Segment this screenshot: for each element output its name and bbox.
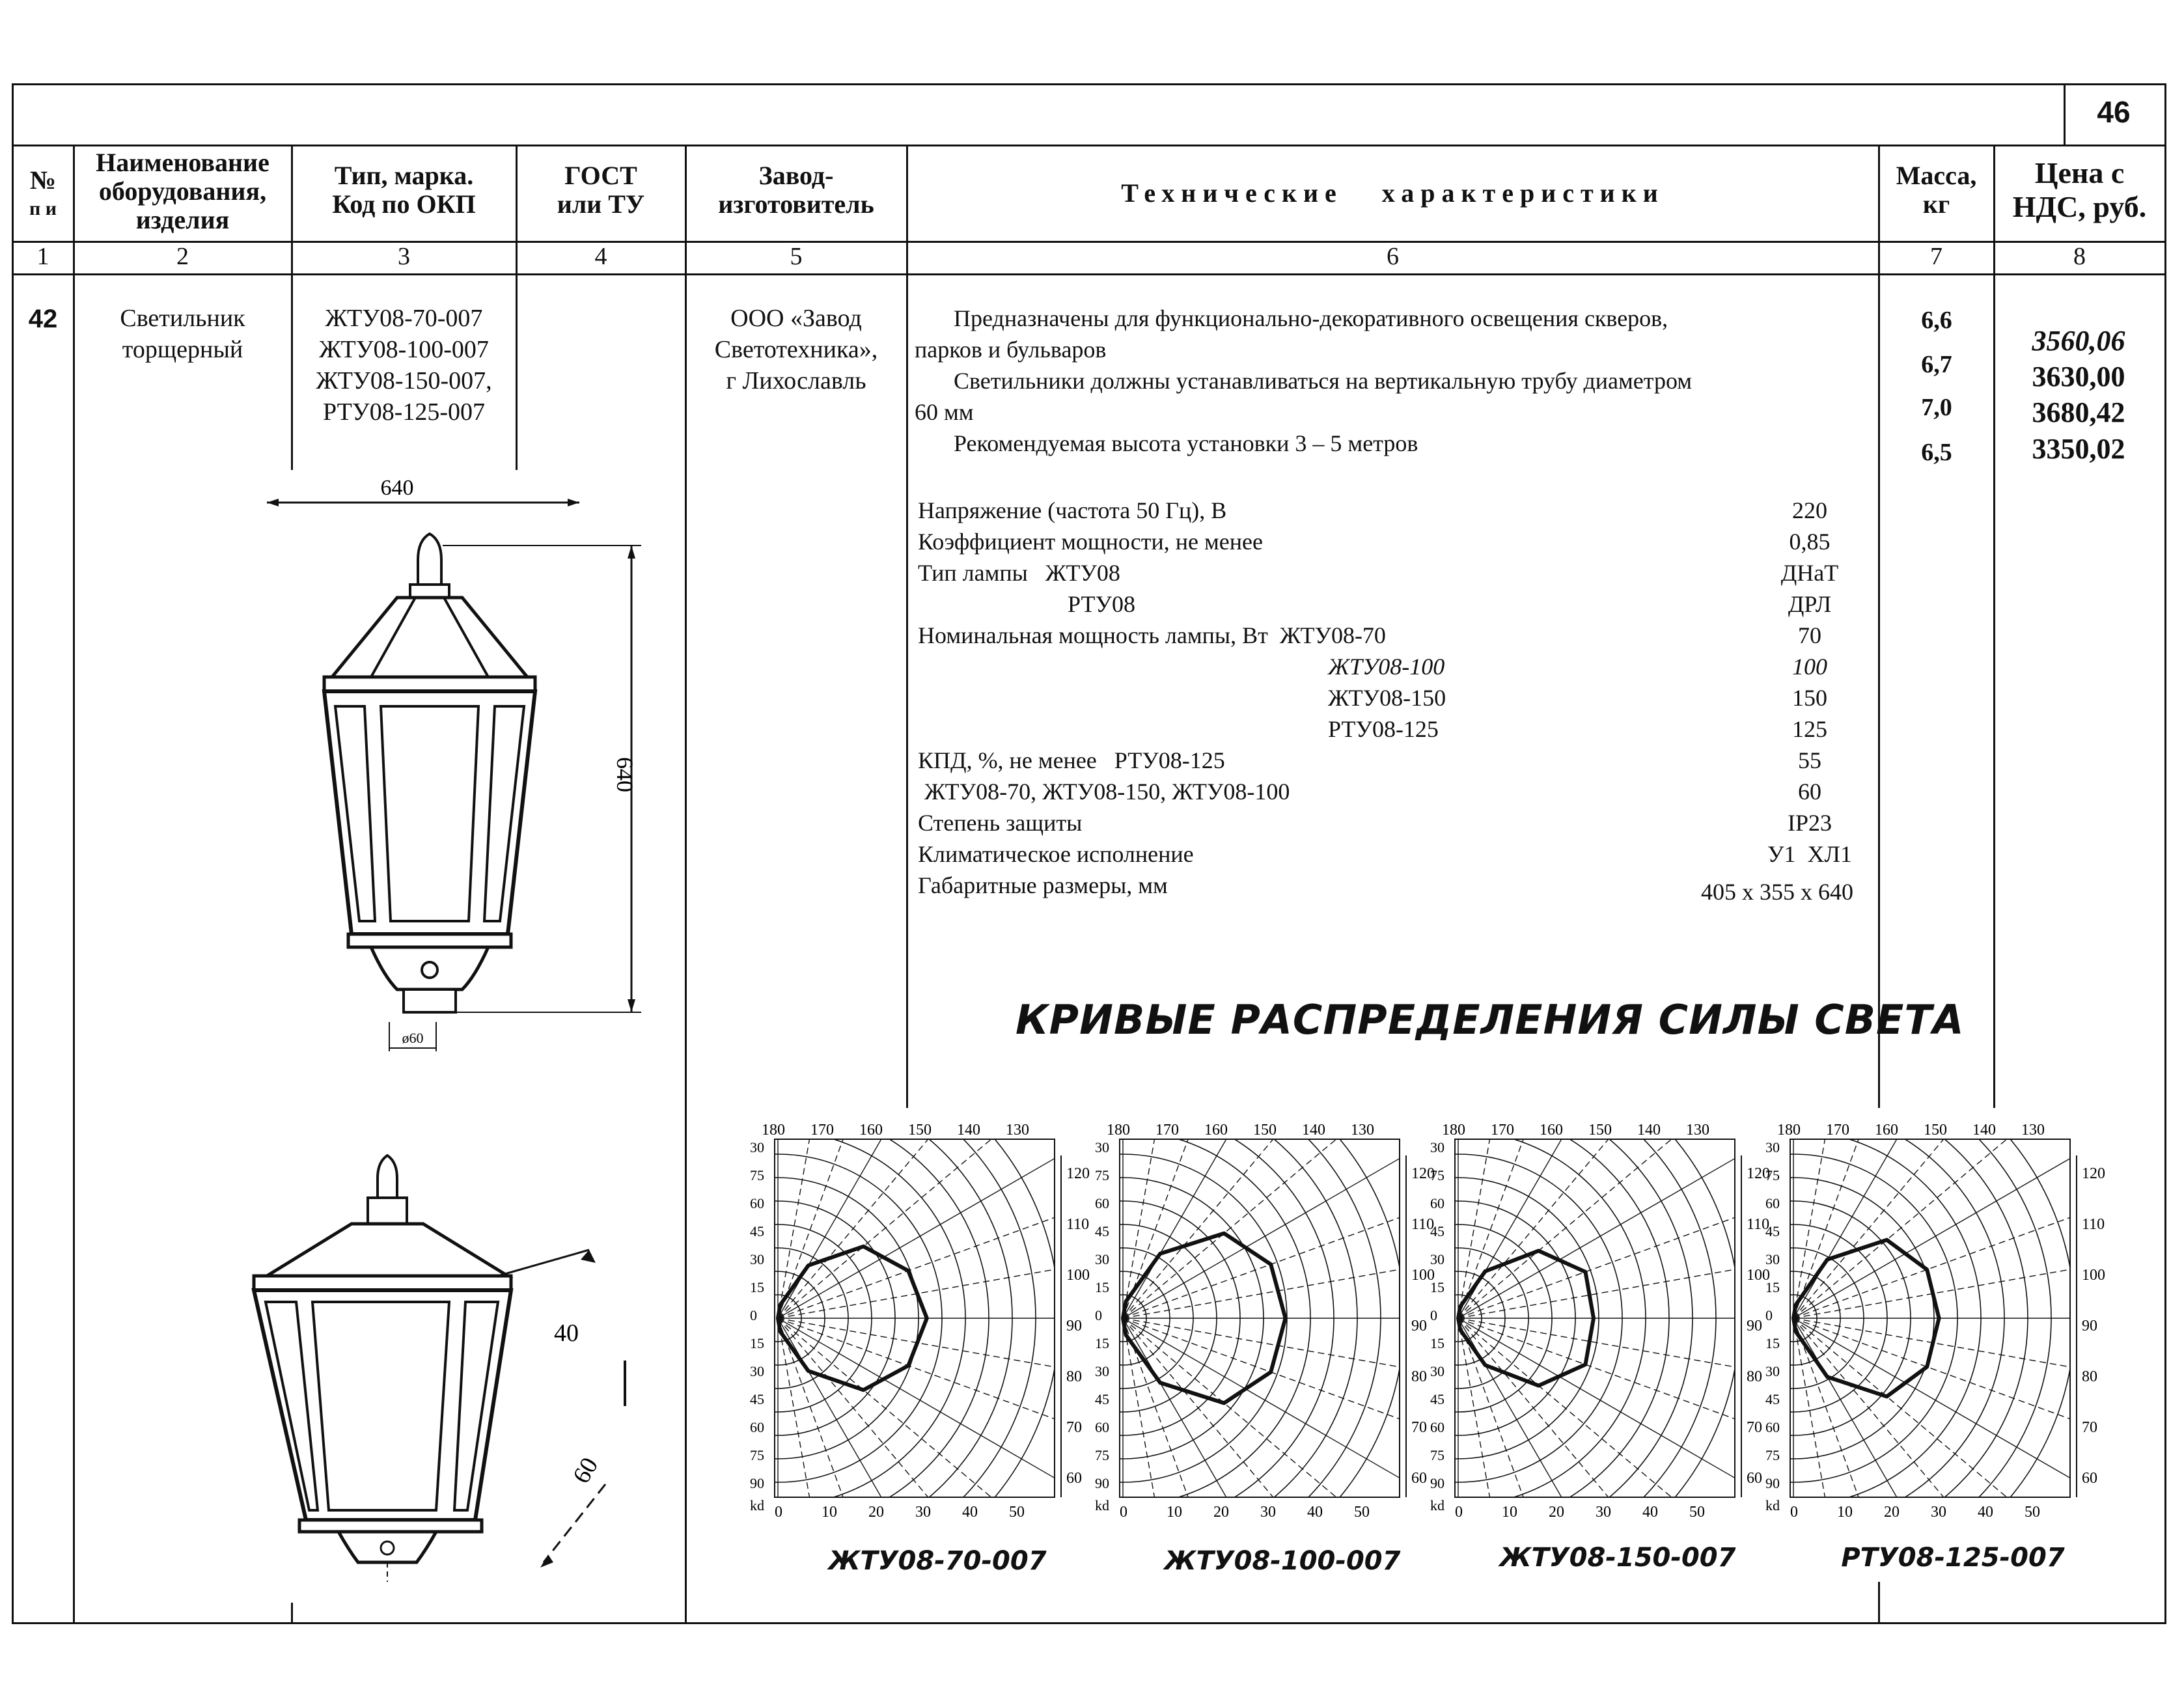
curves-section-title: КРИВЫЕ РАСПРЕДЕЛЕНИЯ СИЛЫ СВЕТА [1016, 996, 1965, 1043]
left-angle-label: 45 [750, 1391, 764, 1407]
left-angle-label: 75 [1765, 1447, 1780, 1463]
right-angle-label: 70 [1066, 1419, 1082, 1436]
price-value: 3630,00 [2032, 361, 2125, 393]
grid-arc [749, 1116, 989, 1529]
bottom-scale-label: 50 [1689, 1504, 1705, 1521]
grid-arc [1094, 1116, 1381, 1533]
left-angle-label: 60 [1765, 1419, 1780, 1435]
top-angle-label: 140 [957, 1122, 980, 1139]
top-angle-label: 160 [1540, 1122, 1563, 1139]
left-angle-label: 15 [750, 1279, 764, 1295]
grid-ray [1123, 1116, 1179, 1318]
grid-arc [1764, 1116, 2004, 1529]
top-angle-label: 170 [810, 1122, 834, 1139]
bottom-scale-label: 30 [915, 1504, 931, 1521]
bottom-scale-label: 50 [1009, 1504, 1025, 1521]
item-manufacturer: ООО «Завод Светотехника», г Лихославль [714, 305, 878, 394]
bottom-scale-label: 40 [1642, 1504, 1658, 1521]
spec-label: РТУ08 [1068, 591, 1135, 617]
unit-label: kd [1430, 1497, 1444, 1513]
left-angle-label: 75 [1095, 1447, 1109, 1463]
right-angle-label: 80 [2082, 1368, 2097, 1385]
right-angle-label: 110 [1411, 1216, 1435, 1233]
left-angle-label: 75 [750, 1167, 764, 1183]
left-angle-label: 0 [1430, 1307, 1437, 1323]
spec-value: 150 [1792, 685, 1827, 711]
top-angle-label: 160 [859, 1122, 883, 1139]
right-angle-label: 100 [1066, 1267, 1090, 1284]
grid-ray [778, 1318, 985, 1533]
right-angle-label: 70 [1411, 1419, 1427, 1436]
top-angle-label: 170 [1491, 1122, 1514, 1139]
left-angle-label: 90 [1095, 1475, 1109, 1491]
left-angle-label: 30 [1095, 1139, 1109, 1155]
item-name: Светильник торщерный [120, 305, 245, 363]
right-angle-label: 60 [1411, 1470, 1427, 1487]
colnum-3: 3 [398, 243, 410, 270]
left-angle-label: 15 [1765, 1335, 1780, 1351]
right-angle-label: 120 [1411, 1165, 1435, 1182]
spec-label: Габаритные размеры, мм [918, 872, 1168, 898]
right-angle-label: 120 [1747, 1165, 1770, 1182]
spec-label: Климатическое исполнение [918, 841, 1194, 867]
top-angle-label: 130 [1686, 1122, 1709, 1139]
grid-ray [1123, 1318, 1369, 1525]
top-angle-label: 160 [1204, 1122, 1228, 1139]
left-angle-label: 30 [1095, 1363, 1109, 1379]
left-angle-label: 15 [1430, 1279, 1444, 1295]
col-divider-1 [73, 145, 75, 1624]
grid-ray [1793, 1116, 2000, 1318]
curve-caption-3: ЖТУ08-150-007 [1499, 1543, 1736, 1573]
grid-ray [1458, 1116, 1514, 1318]
header-col-mass: Масса, кг [1896, 161, 1977, 219]
col-divider-7 [1993, 145, 1995, 1108]
spec-label: Напряжение (частота 50 Гц), В [918, 497, 1227, 523]
left-angle-label: 30 [750, 1251, 764, 1267]
top-dimension-label: 640 [380, 476, 414, 500]
left-angle-label: 90 [750, 1475, 764, 1491]
right-angle-label: 80 [1411, 1368, 1427, 1385]
mass-value: 6,7 [1921, 351, 1952, 378]
bottom-scale-label: 0 [775, 1504, 782, 1521]
spec-label: ЖТУ08-150 [1328, 685, 1446, 711]
bottom-scale-label: 30 [1260, 1504, 1276, 1521]
left-angle-label: 15 [750, 1335, 764, 1351]
colnum-8: 8 [2073, 243, 2086, 270]
spec-value: 60 [1798, 779, 1821, 805]
grid-arc [1094, 1116, 1334, 1529]
header-col-type: Тип, марка. Код по ОКП [332, 161, 476, 219]
colnum-1: 1 [36, 243, 49, 270]
spec-label: Степень защиты [918, 810, 1083, 836]
top-angle-label: 160 [1875, 1122, 1898, 1139]
spec-value: ДРЛ [1788, 591, 1832, 617]
price-value: 3680,42 [2032, 396, 2125, 428]
curve-caption-4: РТУ08-125-007 [1841, 1543, 2065, 1573]
right-angle-label: 120 [2082, 1165, 2105, 1182]
left-angle-label: 75 [1430, 1447, 1444, 1463]
height-dimension-label: 640 [612, 757, 638, 792]
top-angle-label: 180 [1107, 1122, 1130, 1139]
left-angle-label: 0 [750, 1307, 757, 1323]
bottom-scale-label: 20 [868, 1504, 884, 1521]
grid-arc [1764, 1116, 2028, 1533]
spec-label: КПД, %, не менее РТУ08-125 [918, 747, 1225, 773]
spec-value: У1 ХЛ1 [1767, 841, 1852, 867]
polar-chart-2 [1094, 1116, 1445, 1533]
left-angle-label: 45 [1765, 1391, 1780, 1407]
bottom-scale-label: 20 [1213, 1504, 1229, 1521]
grid-ray [1793, 1116, 1849, 1318]
polar-chart-4 [1764, 1116, 2116, 1533]
right-angle-label: 80 [1066, 1368, 1082, 1385]
left-angle-label: 15 [1095, 1279, 1109, 1295]
spec-value: 100 [1792, 654, 1827, 680]
bottom-scale-label: 30 [1596, 1504, 1611, 1521]
left-angle-label: 30 [1430, 1251, 1444, 1267]
left-angle-label: 60 [1095, 1419, 1109, 1435]
left-angle-label: 45 [1765, 1223, 1780, 1239]
curve-caption-2: ЖТУ08-100-007 [1164, 1546, 1401, 1576]
polar-chart-3 [1429, 1116, 1780, 1533]
right-angle-label: 70 [1747, 1419, 1762, 1436]
grid-ray [1458, 1116, 1665, 1318]
header-col-tech: Технические характеристики [1121, 178, 1665, 208]
mass-value: 7,0 [1921, 394, 1952, 421]
colnum-bottom-line [12, 273, 2166, 275]
right-angle-label: 110 [2082, 1216, 2105, 1233]
lamp-side-drawing [247, 1146, 677, 1582]
colnum-2: 2 [176, 243, 189, 270]
grid-ray [1793, 1318, 2000, 1533]
left-angle-label: 15 [1095, 1335, 1109, 1351]
left-angle-label: 0 [1095, 1307, 1102, 1323]
base-dimension-label: ø60 [402, 1030, 424, 1046]
header-col-gost: ГОСТ или ТУ [557, 161, 645, 219]
right-angle-label: 90 [1066, 1318, 1082, 1334]
left-angle-label: 60 [750, 1419, 764, 1435]
grid-ray [1123, 1318, 1330, 1533]
left-angle-label: 30 [750, 1139, 764, 1155]
spec-value: 125 [1792, 716, 1827, 742]
left-angle-label: 30 [1430, 1139, 1444, 1155]
colnum-7: 7 [1930, 243, 1942, 270]
item-types: ЖТУ08-70-007 ЖТУ08-100-007 ЖТУ08-150-007, РТУ08-125-007 [316, 305, 492, 426]
right-angle-label: 100 [2082, 1267, 2105, 1284]
spec-value: IP23 [1787, 810, 1832, 836]
left-angle-label: 30 [1765, 1139, 1780, 1155]
top-angle-label: 130 [2021, 1122, 2045, 1139]
left-angle-label: 60 [1430, 1419, 1444, 1435]
top-angle-label: 140 [1637, 1122, 1661, 1139]
grid-ray [1458, 1318, 1704, 1525]
unit-label: kd [1095, 1497, 1109, 1513]
col-divider-5 [906, 145, 908, 1108]
left-angle-label: 75 [1095, 1167, 1109, 1183]
right-angle-label: 120 [1066, 1165, 1090, 1182]
left-angle-label: 30 [1095, 1251, 1109, 1267]
bottom-scale-label: 10 [1837, 1504, 1853, 1521]
right-angle-label: 60 [1066, 1470, 1082, 1487]
grid-ray [1458, 1318, 1665, 1533]
spec-value: 405 х 355 х 640 [1701, 879, 1853, 905]
grid-ray [1123, 1116, 1233, 1318]
header-col-name: Наименование оборудования, изделия [96, 148, 270, 234]
top-angle-label: 150 [1588, 1122, 1612, 1139]
spec-value: ДНаТ [1780, 560, 1839, 586]
header-top-line [12, 145, 2166, 146]
left-angle-label: 45 [1095, 1391, 1109, 1407]
spec-label: Тип лампы ЖТУ08 [918, 560, 1120, 586]
bottom-scale-label: 0 [1120, 1504, 1127, 1521]
col-divider-2b [291, 1603, 293, 1624]
spec-value: 0,85 [1789, 529, 1831, 555]
grid-arc [1429, 1116, 1716, 1533]
right-angle-label: 80 [1747, 1368, 1762, 1385]
left-angle-label: 30 [1765, 1363, 1780, 1379]
spec-value: 220 [1792, 497, 1827, 523]
colnum-5: 5 [790, 243, 803, 270]
right-angle-label: 90 [1411, 1318, 1427, 1334]
header-col-price: Цена с НДС, руб. [2012, 156, 2147, 223]
left-angle-label: 75 [750, 1447, 764, 1463]
left-angle-label: 30 [1430, 1363, 1444, 1379]
col-divider-6b [1878, 1582, 1880, 1624]
left-angle-label: 15 [1430, 1335, 1444, 1351]
top-angle-label: 150 [1924, 1122, 1947, 1139]
grid-ray [778, 1318, 1024, 1525]
top-angle-label: 150 [908, 1122, 932, 1139]
polar-chart-1 [749, 1116, 1100, 1533]
spec-label: Номинальная мощность лампы, Вт ЖТУ08-70 [918, 622, 1386, 648]
bottom-scale-label: 0 [1455, 1504, 1463, 1521]
bottom-scale-label: 40 [1307, 1504, 1323, 1521]
left-angle-label: 45 [1430, 1223, 1444, 1239]
curve-caption-1: ЖТУ08-70-007 [828, 1546, 1047, 1576]
price-value: 3560,06 [2032, 325, 2125, 357]
grid-ray [1123, 1116, 1284, 1318]
left-angle-label: 45 [750, 1223, 764, 1239]
bottom-scale-label: 10 [1167, 1504, 1182, 1521]
left-angle-label: 60 [1095, 1195, 1109, 1211]
bottom-scale-label: 20 [1549, 1504, 1564, 1521]
bottom-scale-label: 50 [1354, 1504, 1370, 1521]
top-angle-label: 150 [1253, 1122, 1277, 1139]
bottom-scale-label: 10 [822, 1504, 837, 1521]
grid-ray [1458, 1116, 1619, 1318]
bottom-scale-label: 40 [962, 1504, 978, 1521]
bottom-scale-label: 40 [1978, 1504, 1993, 1521]
left-angle-label: 90 [1765, 1475, 1780, 1491]
grid-arc [749, 1116, 1036, 1533]
top-angle-label: 180 [762, 1122, 785, 1139]
mass-value: 6,6 [1921, 307, 1952, 334]
left-angle-label: 60 [750, 1195, 764, 1211]
spec-label: ЖТУ08-100 [1328, 654, 1445, 680]
angle-60-label: 60 [567, 1453, 604, 1488]
header-col-manufacturer: Завод- изготовитель [718, 161, 874, 219]
spec-label: ЖТУ08-70, ЖТУ08-150, ЖТУ08-100 [924, 779, 1290, 805]
col-divider-6 [1878, 145, 1880, 1108]
header-col-number: № п и [29, 165, 57, 219]
bottom-scale-label: 0 [1790, 1504, 1798, 1521]
right-angle-label: 60 [1747, 1470, 1762, 1487]
unit-label: kd [1765, 1497, 1780, 1513]
left-angle-label: 75 [1430, 1167, 1444, 1183]
top-angle-label: 180 [1777, 1122, 1801, 1139]
right-angle-label: 100 [1411, 1267, 1435, 1284]
right-angle-label: 60 [2082, 1470, 2097, 1487]
row-number: 42 [28, 305, 58, 333]
angle-40-label: 40 [554, 1320, 579, 1347]
bottom-scale-label: 10 [1502, 1504, 1517, 1521]
grid-arc [1764, 1116, 2051, 1533]
grid-ray [778, 1116, 834, 1318]
item-description: Предназначены для функционально-декоративного освещения скверов, парков и бульваров Светильники должны устанавливаться на вертикальную трубу диаметром 60 мм Рекомендуемая высота установки 3 – 5 метров [915, 305, 1693, 456]
grid-ray [1793, 1318, 2039, 1525]
top-angle-label: 180 [1442, 1122, 1465, 1139]
left-angle-label: 45 [1430, 1391, 1444, 1407]
bottom-scale-label: 30 [1931, 1504, 1946, 1521]
bottom-scale-label: 20 [1884, 1504, 1900, 1521]
left-angle-label: 0 [1765, 1307, 1773, 1323]
right-angle-label: 100 [1747, 1267, 1770, 1284]
grid-arc [749, 1116, 1012, 1533]
colnum-6: 6 [1387, 243, 1399, 270]
grid-ray [1123, 1116, 1330, 1318]
bottom-border [12, 1622, 2166, 1624]
spec-value: 70 [1798, 622, 1821, 648]
top-border [12, 83, 2166, 85]
top-angle-label: 170 [1826, 1122, 1849, 1139]
price-value: 3350,02 [2032, 433, 2125, 465]
left-angle-label: 60 [1430, 1195, 1444, 1211]
top-angle-label: 140 [1972, 1122, 1996, 1139]
spec-label: Коэффициент мощности, не менее [918, 529, 1263, 555]
spec-label: РТУ08-125 [1328, 716, 1439, 742]
grid-arc [1094, 1116, 1357, 1533]
left-angle-label: 75 [1765, 1167, 1780, 1183]
right-angle-label: 70 [2082, 1419, 2097, 1436]
right-angle-label: 110 [1066, 1216, 1090, 1233]
lamp-front-drawing [247, 469, 677, 1068]
left-angle-label: 15 [1765, 1279, 1780, 1295]
mass-value: 6,5 [1921, 439, 1952, 466]
grid-arc [1429, 1116, 1693, 1533]
grid-ray [1793, 1116, 1903, 1318]
left-angle-label: 30 [1765, 1251, 1780, 1267]
top-angle-label: 130 [1006, 1122, 1029, 1139]
right-angle-label: 90 [2082, 1318, 2097, 1334]
right-angle-label: 110 [1747, 1216, 1770, 1233]
right-angle-label: 90 [1747, 1318, 1762, 1334]
left-angle-label: 60 [1765, 1195, 1780, 1211]
grid-ray [778, 1116, 985, 1318]
spec-value: 55 [1798, 747, 1821, 773]
bottom-scale-label: 50 [2025, 1504, 2040, 1521]
unit-label: kd [750, 1497, 764, 1513]
colnum-4: 4 [594, 243, 607, 270]
top-angle-label: 170 [1155, 1122, 1179, 1139]
page-number: 46 [2097, 95, 2131, 129]
top-angle-label: 140 [1302, 1122, 1325, 1139]
left-angle-label: 90 [1430, 1475, 1444, 1491]
grid-arc [1429, 1116, 1669, 1529]
left-angle-label: 45 [1095, 1223, 1109, 1239]
top-angle-label: 130 [1351, 1122, 1374, 1139]
right-border [2164, 83, 2166, 1624]
left-angle-label: 30 [750, 1363, 764, 1379]
